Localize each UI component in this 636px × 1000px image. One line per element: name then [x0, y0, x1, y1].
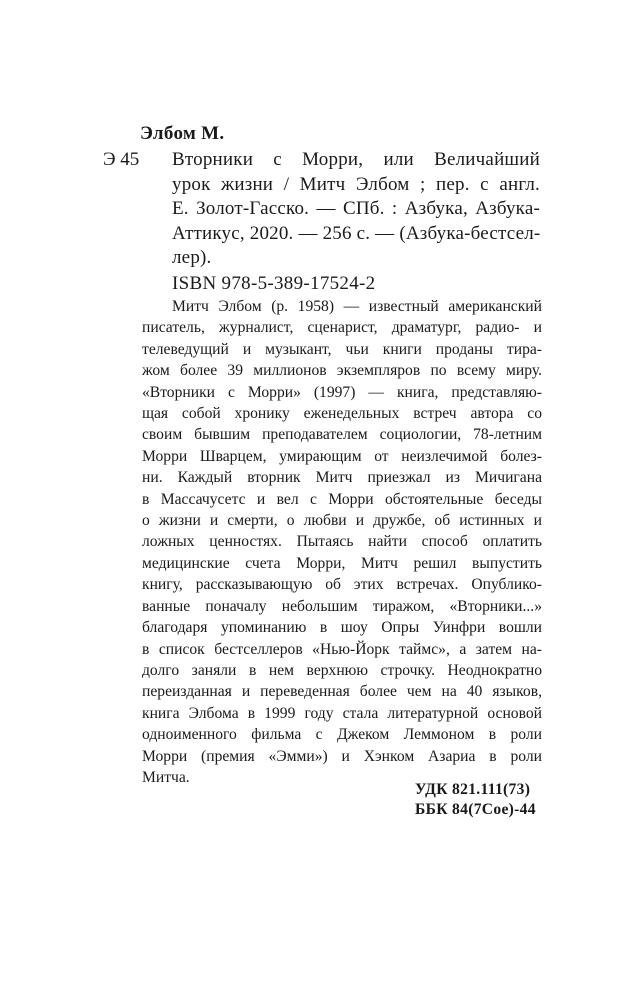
annotation-line: ни. Каждый вторник Митч приезжал из Мичигана [142, 469, 542, 487]
annotation-line: долго заняли в нем верхнюю строчку. Неоднократно [142, 661, 542, 679]
annotation-line: в Массачусетс и вел с Морри обстоятельные беседы [142, 490, 542, 508]
description-line: лер). [172, 247, 212, 269]
annotation [142, 296, 542, 788]
bbk-code: ББК 84(7Сое)-44 [415, 801, 536, 818]
author-sign: Э 45 [103, 149, 140, 170]
annotation-line: о жизни и смерти, о любви и дружбе, об истинных и [142, 512, 542, 530]
annotation-line: ванные поначалу небольшим тиражом, «Вторники...» [142, 597, 542, 615]
annotation-line: книгу, рассказывающую об этих встречах. Опублико- [142, 576, 542, 594]
annotation-line: писатель, журналист, сценарист, драматург, радио- и [142, 319, 542, 337]
isbn: ISBN 978-5-389-17524-2 [172, 273, 376, 294]
annotation-line: своим бывшим преподавателем социологии, 78-летним [142, 426, 542, 444]
udk-code: УДК 821.111(73) [415, 781, 531, 798]
annotation-line: медицинские счета Морри, Митч решил выпустить [142, 554, 542, 572]
description-line: Вторники с Морри, или Величайший [172, 149, 540, 170]
annotation-line: «Вторники с Морри» (1997) — книга, представляю- [142, 383, 542, 401]
annotation-line: в список бестселлеров «Нью-Йорк таймс», а затем на- [142, 640, 542, 658]
annotation-line: переизданная и переведенная более чем на 40 языков, [142, 683, 542, 701]
annotation-line: Митч Элбом (р. 1958) — известный американский [172, 298, 542, 315]
annotation-line: Морри Шварцем, умирающим от неизлечимой болез- [142, 447, 542, 465]
annotation-line: щая собой хронику еженедельных встреч автора со [142, 405, 542, 423]
annotation-line: Морри (премия «Эмми») и Хэнком Азариа в роли [142, 747, 542, 765]
annotation-line: благодаря упоминанию в шоу Опры Уинфри вошли [142, 619, 542, 637]
annotation-line: одноименного фильма с Джеком Леммоном в роли [142, 726, 542, 744]
description-line: Аттикус, 2020. — 256 с. — (Азбука-бестсел- [172, 222, 541, 244]
bibliographic-description [172, 148, 540, 271]
annotation-line: телеведущий и музыкант, чьи книги проданы тира- [142, 340, 542, 358]
description-line: урок жизни / Митч Элбом ; пер. с англ. [172, 173, 540, 195]
description-line: Е. Золот-Гасско. — СПб. : Азбука, Азбука- [172, 198, 540, 220]
annotation-line: Митча. [142, 768, 190, 786]
author-heading: Элбом М. [140, 123, 225, 144]
annotation-line: жом более 39 миллионов экземпляров по всему миру. [142, 362, 542, 380]
annotation-line: книга Элбома в 1999 году стала литературной основой [142, 704, 542, 722]
annotation-line: ложных ценностях. Пытаясь найти способ оплатить [142, 533, 542, 551]
